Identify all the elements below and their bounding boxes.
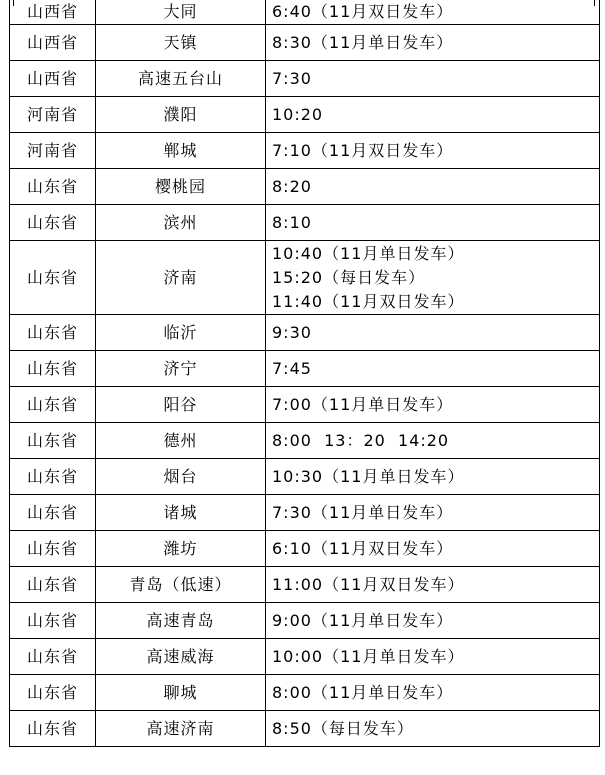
bus-schedule-sheet bbox=[9, 0, 599, 747]
table-row bbox=[10, 675, 600, 711]
city-cell: 滨州 bbox=[96, 205, 266, 241]
departure-time-cell bbox=[266, 603, 600, 639]
departure-time-cell bbox=[266, 0, 600, 25]
departure-time: 11:00（11月双日发车） bbox=[272, 574, 465, 594]
table-row bbox=[10, 133, 600, 169]
table-row bbox=[10, 459, 600, 495]
departure-time-cell bbox=[266, 567, 600, 603]
departure-time: 7:00（11月单日发车） bbox=[272, 394, 454, 414]
table-row bbox=[10, 61, 600, 97]
city-cell: 高速威海 bbox=[96, 639, 266, 675]
table-row bbox=[10, 351, 600, 387]
departure-time-cell bbox=[266, 133, 600, 169]
province-cell: 山东省 bbox=[10, 603, 96, 639]
departure-time-cell bbox=[266, 495, 600, 531]
city-cell: 大同 bbox=[96, 0, 266, 25]
city-cell: 天镇 bbox=[96, 25, 266, 61]
province-cell: 河南省 bbox=[10, 97, 96, 133]
province-cell: 河南省 bbox=[10, 133, 96, 169]
departure-time-cell bbox=[266, 351, 600, 387]
schedule-body bbox=[10, 0, 600, 747]
departure-time: 8:00 13：20 14:20 bbox=[272, 430, 450, 450]
departure-time-cell bbox=[266, 315, 600, 351]
departure-time: 7:30（11月单日发车） bbox=[272, 502, 454, 522]
departure-time: 6:40（11月双日发车） bbox=[272, 2, 454, 21]
departure-time: 9:00（11月单日发车） bbox=[272, 610, 454, 630]
departure-time-cell bbox=[266, 25, 600, 61]
departure-time: 10:40（11月单日发车） bbox=[272, 243, 465, 263]
city-cell: 烟台 bbox=[96, 459, 266, 495]
departure-time: 7:10（11月双日发车） bbox=[272, 140, 454, 160]
table-row bbox=[10, 423, 600, 459]
province-cell: 山西省 bbox=[10, 25, 96, 61]
departure-time-cell bbox=[266, 61, 600, 97]
departure-time: 6:10（11月双日发车） bbox=[272, 538, 454, 558]
top-edge-mark-left bbox=[13, 0, 14, 6]
city-cell: 高速青岛 bbox=[96, 603, 266, 639]
departure-time: 7:45 bbox=[272, 358, 312, 378]
province-cell: 山东省 bbox=[10, 351, 96, 387]
departure-time-cell bbox=[266, 711, 600, 747]
departure-time-cell bbox=[266, 169, 600, 205]
departure-time: 8:10 bbox=[272, 212, 312, 232]
city-cell: 聊城 bbox=[96, 675, 266, 711]
province-cell: 山东省 bbox=[10, 423, 96, 459]
province-cell: 山东省 bbox=[10, 495, 96, 531]
departure-time-cell bbox=[266, 675, 600, 711]
province-cell: 山东省 bbox=[10, 241, 96, 315]
province-cell: 山东省 bbox=[10, 387, 96, 423]
departure-time-cell bbox=[266, 459, 600, 495]
departure-time: 8:50（每日发车） bbox=[272, 718, 414, 738]
city-cell: 潍坊 bbox=[96, 531, 266, 567]
departure-time: 9:30 bbox=[272, 322, 312, 342]
departure-time: 7:30 bbox=[272, 68, 312, 88]
departure-time: 8:20 bbox=[272, 176, 312, 196]
province-cell: 山东省 bbox=[10, 531, 96, 567]
table-row bbox=[10, 241, 600, 315]
departure-time-cell bbox=[266, 205, 600, 241]
province-cell: 山东省 bbox=[10, 205, 96, 241]
province-cell: 山东省 bbox=[10, 711, 96, 747]
table-row bbox=[10, 639, 600, 675]
departure-schedule-table bbox=[9, 0, 600, 747]
departure-time: 8:30（11月单日发车） bbox=[272, 32, 454, 52]
departure-time: 11:40（11月双日发车） bbox=[272, 291, 465, 311]
departure-time: 15:20（每日发车） bbox=[272, 267, 426, 287]
table-row bbox=[10, 603, 600, 639]
province-cell: 山西省 bbox=[10, 0, 96, 25]
table-row bbox=[10, 97, 600, 133]
city-cell: 济南 bbox=[96, 241, 266, 315]
city-cell: 阳谷 bbox=[96, 387, 266, 423]
table-row bbox=[10, 169, 600, 205]
table-row bbox=[10, 205, 600, 241]
city-cell: 青岛（低速） bbox=[96, 567, 266, 603]
province-cell: 山东省 bbox=[10, 459, 96, 495]
departure-time-cell bbox=[266, 639, 600, 675]
city-cell: 临沂 bbox=[96, 315, 266, 351]
departure-time-cell bbox=[266, 241, 600, 315]
city-cell: 郸城 bbox=[96, 133, 266, 169]
departure-time-cell bbox=[266, 387, 600, 423]
departure-time-cell bbox=[266, 531, 600, 567]
top-edge-mark-right bbox=[594, 0, 595, 6]
table-row bbox=[10, 711, 600, 747]
departure-time: 10:30（11月单日发车） bbox=[272, 466, 465, 486]
table-row bbox=[10, 315, 600, 351]
table-row bbox=[10, 495, 600, 531]
departure-time: 10:00（11月单日发车） bbox=[272, 646, 465, 666]
departure-time-cell bbox=[266, 97, 600, 133]
province-cell: 山东省 bbox=[10, 315, 96, 351]
departure-time-cell bbox=[266, 423, 600, 459]
city-cell: 高速济南 bbox=[96, 711, 266, 747]
city-cell: 济宁 bbox=[96, 351, 266, 387]
departure-time: 8:00（11月单日发车） bbox=[272, 682, 454, 702]
table-row bbox=[10, 567, 600, 603]
city-cell: 樱桃园 bbox=[96, 169, 266, 205]
province-cell: 山东省 bbox=[10, 639, 96, 675]
departure-time: 10:20 bbox=[272, 104, 324, 124]
city-cell: 诸城 bbox=[96, 495, 266, 531]
province-cell: 山东省 bbox=[10, 169, 96, 205]
table-row bbox=[10, 387, 600, 423]
province-cell: 山西省 bbox=[10, 61, 96, 97]
city-cell: 高速五台山 bbox=[96, 61, 266, 97]
province-cell: 山东省 bbox=[10, 675, 96, 711]
province-cell: 山东省 bbox=[10, 567, 96, 603]
table-row bbox=[10, 25, 600, 61]
city-cell: 濮阳 bbox=[96, 97, 266, 133]
table-row bbox=[10, 531, 600, 567]
table-row bbox=[10, 0, 600, 25]
city-cell: 德州 bbox=[96, 423, 266, 459]
